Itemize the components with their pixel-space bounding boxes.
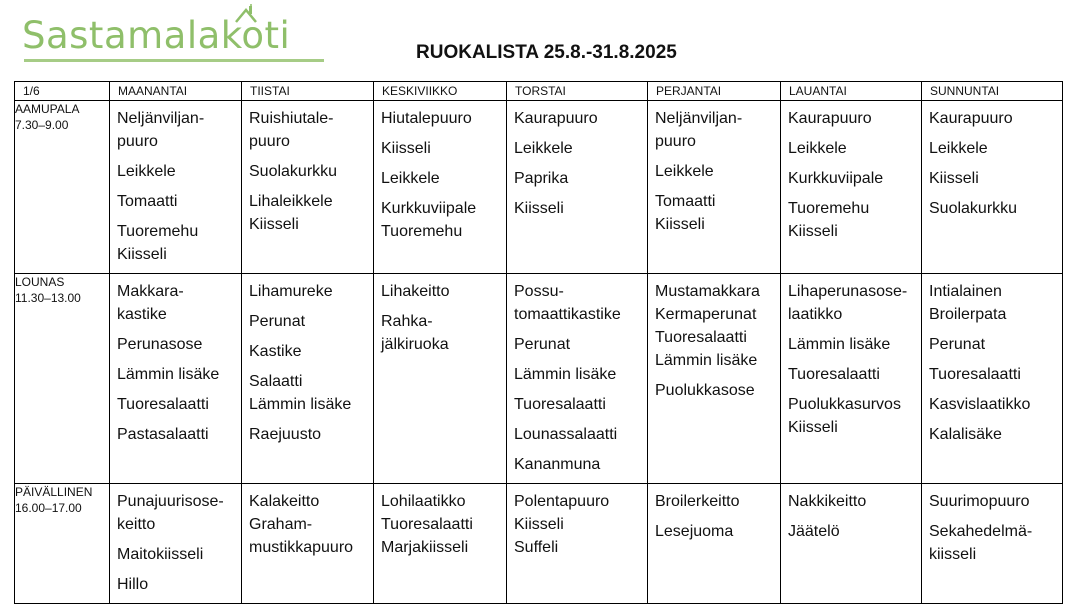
menu-item: Hiutalepuuro (381, 110, 472, 127)
menu-item: Tuoresalaatti (788, 366, 880, 383)
menu-item: Nakkikeitto (788, 493, 867, 510)
menu-item: Raejuusto (249, 426, 322, 443)
menu-item: Pastasalaatti (117, 426, 209, 443)
menu-item: Ruishiutale- puuro (249, 110, 334, 150)
menu-item: Lounassalaatti (514, 426, 618, 443)
meal-time: 11.30–13.00 (15, 291, 81, 305)
menu-item: Suurimopuuro (929, 493, 1030, 510)
menu-item: Kalalisäke (929, 426, 1002, 443)
menu-cell (922, 101, 1063, 274)
menu-item: Kaurapuuro (514, 110, 598, 127)
menu-cell (648, 101, 781, 274)
menu-cell (374, 101, 507, 274)
meal-name: LOUNAS (15, 275, 65, 289)
day-header: MAANANTAI (110, 82, 242, 101)
day-header: TORSTAI (507, 82, 648, 101)
meal-row (15, 484, 1063, 604)
menu-cell (110, 101, 242, 274)
menu-item: Tomaatti (117, 193, 178, 210)
menu-item: Hillo (117, 576, 149, 593)
meal-label (15, 274, 110, 484)
menu-item: Perunasose (117, 336, 203, 353)
menu-cell (507, 101, 648, 274)
menu-cell (648, 484, 781, 604)
menu-cell (374, 484, 507, 604)
menu-item: Jäätelö (788, 523, 840, 540)
menu-item: Punajuurisose- keitto (117, 493, 224, 533)
meal-time: 16.00–17.00 (15, 501, 82, 515)
menu-item: Suolakurkku (929, 200, 1018, 217)
menu-item: Rahka- jälkiruoka (381, 313, 449, 353)
menu-item: Perunat (514, 336, 571, 353)
menu-item: Maitokiisseli (117, 546, 204, 563)
menu-item: Lihamureke (249, 283, 333, 300)
menu-cell (922, 274, 1063, 484)
menu-item: Lihaperunasose- laatikko (788, 283, 908, 323)
menu-item: Kaurapuuro (929, 110, 1013, 127)
menu-item: Tuoresalaatti (117, 396, 209, 413)
menu-item: Sekahedelmä- kiisseli (929, 523, 1033, 563)
menu-item: Lesejuoma (655, 523, 734, 540)
meal-row (15, 274, 1063, 484)
menu-item: Kiisseli (514, 200, 564, 217)
menu-item: Leikkele (655, 163, 714, 180)
menu-item: Lämmin lisäke (117, 366, 220, 383)
menu-cell (110, 274, 242, 484)
menu-item: Leikkele (929, 140, 988, 157)
meal-row (15, 101, 1063, 274)
meal-time: 7.30–9.00 (15, 118, 69, 132)
menu-item: Neljänviljan- puuro (117, 110, 205, 150)
menu-cell (648, 274, 781, 484)
menu-item: Possu- tomaattikastike (514, 283, 621, 323)
day-header: KESKIVIIKKO (374, 82, 507, 101)
menu-item: Makkara- kastike (117, 283, 184, 323)
menu-item: Leikkele (788, 140, 847, 157)
logo-text: Sastamalakoti (22, 14, 291, 57)
menu-item: Intialainen Broilerpata (929, 283, 1007, 323)
menu-item: Paprika (514, 170, 569, 187)
menu-item: Kalakeitto Graham- mustikkapuuro (249, 493, 354, 556)
day-header: LAUANTAI (781, 82, 922, 101)
menu-item: Neljänviljan- puuro (655, 110, 743, 150)
menu-table (14, 81, 1063, 604)
meal-name: PÄIVÄLLINEN (15, 485, 93, 499)
menu-item: Kasvislaatikko (929, 396, 1031, 413)
menu-cell (242, 484, 374, 604)
menu-item: Lämmin lisäke (514, 366, 617, 383)
menu-item: Perunat (249, 313, 306, 330)
menu-item: Leikkele (514, 140, 573, 157)
menu-item: Tuoremehu Kiisseli (117, 223, 199, 263)
menu-item: Salaatti Lämmin lisäke (249, 373, 352, 413)
menu-cell (507, 274, 648, 484)
menu-cell (374, 274, 507, 484)
menu-item: Perunat (929, 336, 986, 353)
menu-cell (922, 484, 1063, 604)
menu-cell (242, 274, 374, 484)
menu-item: Mustamakkara Kermaperunat Tuoresalaatti Lämmin lisäke (655, 283, 760, 369)
logo-underline (24, 59, 324, 62)
menu-cell (781, 101, 922, 274)
menu-item: Lämmin lisäke (788, 336, 891, 353)
menu-cell (110, 484, 242, 604)
day-header: SUNNUNTAI (922, 82, 1063, 101)
sastamalakoti-logo (22, 4, 327, 64)
menu-cell (781, 274, 922, 484)
menu-item: Kiisseli (381, 140, 431, 157)
page-title: RUOKALISTA 25.8.-31.8.2025 (416, 42, 677, 63)
day-header: TIISTAI (242, 82, 374, 101)
menu-item: Tomaatti Kiisseli (655, 193, 716, 233)
corner-label: 1/6 (15, 82, 110, 101)
menu-item: Broilerkeitto (655, 493, 740, 510)
menu-item: Tuoresalaatti (514, 396, 606, 413)
menu-item: Suolakurkku (249, 163, 338, 180)
menu-cell (507, 484, 648, 604)
menu-item: Polentapuuro Kiisseli Suffeli (514, 493, 610, 556)
menu-item: Kananmuna (514, 456, 601, 473)
meal-name: AAMUPALA (15, 102, 80, 116)
menu-item: Kiisseli (929, 170, 979, 187)
menu-item: Kastike (249, 343, 302, 360)
menu-cell (242, 101, 374, 274)
menu-item: Lihakeitto (381, 283, 450, 300)
meal-label (15, 484, 110, 604)
menu-item: Leikkele (117, 163, 176, 180)
meal-label (15, 101, 110, 274)
menu-item: Tuoresalaatti (929, 366, 1021, 383)
menu-item: Puolukkasose (655, 382, 755, 399)
menu-item: Leikkele (381, 170, 440, 187)
menu-cell (781, 484, 922, 604)
menu-item: Kurkkuviipale (788, 170, 884, 187)
header-row (15, 82, 1063, 101)
menu-item: Kaurapuuro (788, 110, 872, 127)
menu-item: Tuoremehu Kiisseli (788, 200, 870, 240)
menu-item: Puolukkasurvos Kiisseli (788, 396, 901, 436)
menu-item: Lihaleikkele Kiisseli (249, 193, 333, 233)
day-header: PERJANTAI (648, 82, 781, 101)
menu-item: Kurkkuviipale Tuoremehu (381, 200, 477, 240)
menu-item: Lohilaatikko Tuoresalaatti Marjakiisseli (381, 493, 473, 556)
